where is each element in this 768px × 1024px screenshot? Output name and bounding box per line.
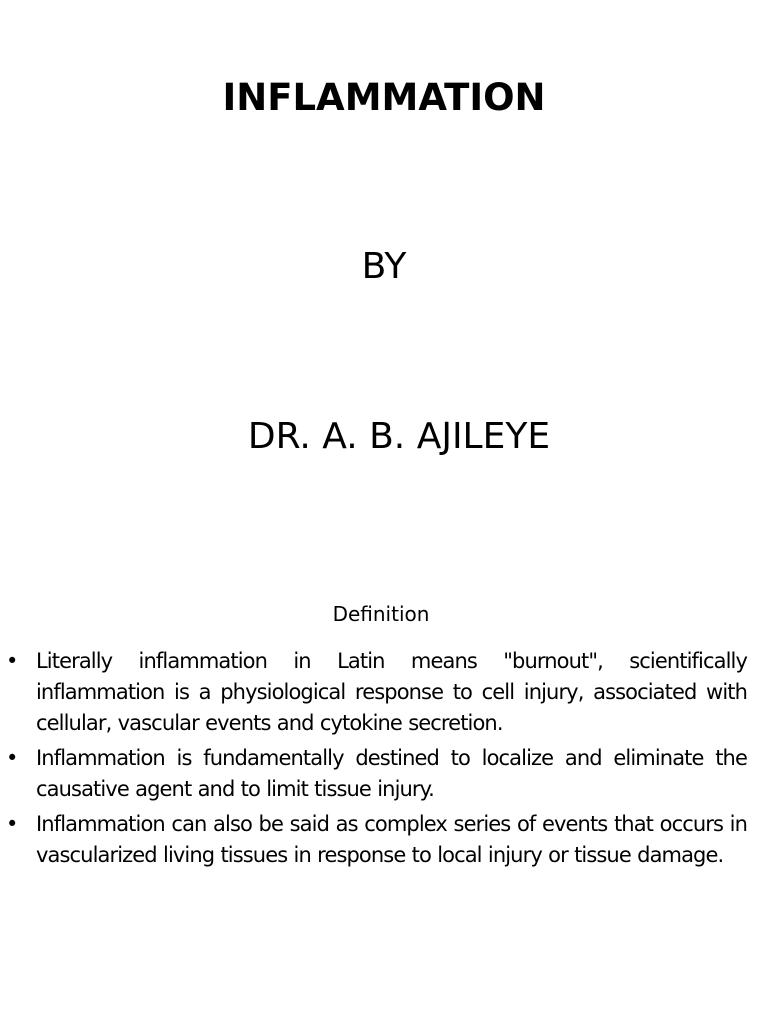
bullet-point-icon: • bbox=[6, 649, 19, 673]
bullet-point-icon: • bbox=[6, 812, 19, 836]
definition-bullet-list bbox=[0, 646, 768, 875]
author-name: DR. A. B. AJILEYE bbox=[247, 416, 551, 457]
bullet-item-1 bbox=[0, 646, 768, 739]
bullet-text-2: Inflammation is fundamentally destined to localize and eliminate the causative agent and to limit tissue injury. bbox=[36, 746, 747, 801]
bullet-item-3 bbox=[0, 809, 768, 871]
bullet-point-icon: • bbox=[6, 746, 19, 770]
bullet-text-3: Inflammation can also be said as complex series of events that occurs in vascularized living tissues in response to local injury or tissue damage. bbox=[36, 812, 747, 867]
bullet-text-1: Literally inflammation in Latin means "burnout", scientifically inflammation is a physiological response to cell injury, associated with cellular, vascular events and cytokine secretion. bbox=[36, 649, 747, 735]
document-title: INFLAMMATION bbox=[222, 76, 546, 119]
bullet-item-2 bbox=[0, 743, 768, 805]
section-heading-definition: Definition bbox=[332, 602, 430, 626]
by-label: BY bbox=[361, 246, 407, 287]
